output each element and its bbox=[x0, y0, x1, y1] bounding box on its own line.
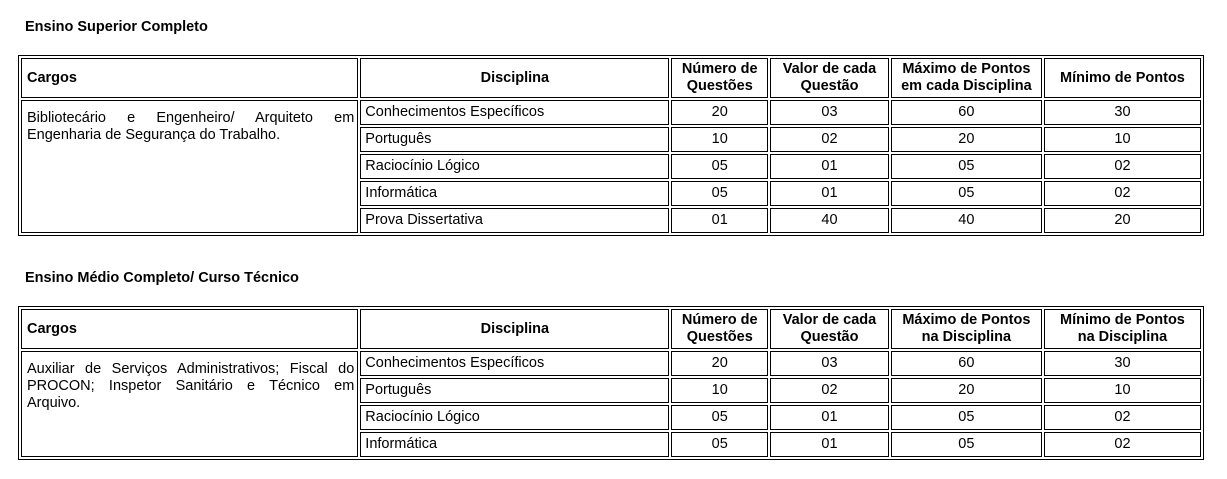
maximo-cell: 40 bbox=[891, 208, 1042, 233]
header-disciplina: Disciplina bbox=[360, 58, 669, 98]
table-row bbox=[21, 100, 1201, 125]
header-numero-line2: Questões bbox=[686, 329, 753, 345]
valor-cell: 01 bbox=[770, 432, 889, 457]
minimo-cell: 02 bbox=[1044, 154, 1201, 179]
header-cargos: Cargos bbox=[21, 58, 358, 98]
section-title-medio: Ensino Médio Completo/ Curso Técnico bbox=[25, 270, 299, 286]
minimo-cell: 30 bbox=[1044, 100, 1201, 125]
maximo-cell: 60 bbox=[891, 351, 1042, 376]
valor-cell: 03 bbox=[770, 351, 889, 376]
header-maximo-line2: na Disciplina bbox=[921, 329, 1012, 345]
header-maximo-line1: Máximo de Pontos bbox=[902, 312, 1031, 328]
cargo-cell: Auxiliar de Serviços Administrativos; Fiscal do PROCON; Inspetor Sanitário e Técnico em Arquivo. bbox=[21, 351, 358, 457]
disciplina-cell: Prova Dissertativa bbox=[360, 208, 669, 233]
maximo-cell: 05 bbox=[891, 405, 1042, 430]
header-valor bbox=[770, 309, 889, 349]
header-minimo-line1: Mínimo de Pontos bbox=[1060, 69, 1185, 86]
minimo-cell: 30 bbox=[1044, 351, 1201, 376]
header-maximo-line2: em cada Disciplina bbox=[901, 78, 1032, 94]
numero-cell: 05 bbox=[671, 181, 768, 206]
numero-cell: 01 bbox=[671, 208, 768, 233]
maximo-cell: 05 bbox=[891, 154, 1042, 179]
numero-cell: 10 bbox=[671, 127, 768, 152]
maximo-cell: 60 bbox=[891, 100, 1042, 125]
disciplina-cell: Conhecimentos Específicos bbox=[360, 100, 669, 125]
header-minimo-line2: na Disciplina bbox=[1077, 329, 1168, 345]
header-valor-line2: Questão bbox=[800, 78, 859, 94]
minimo-cell: 02 bbox=[1044, 405, 1201, 430]
header-numero bbox=[671, 309, 768, 349]
disciplina-cell: Português bbox=[360, 378, 669, 403]
disciplina-cell: Informática bbox=[360, 181, 669, 206]
header-numero-line2: Questões bbox=[686, 78, 753, 94]
minimo-cell: 10 bbox=[1044, 378, 1201, 403]
header-maximo bbox=[891, 58, 1042, 98]
table-medio bbox=[18, 306, 1204, 460]
disciplina-cell: Conhecimentos Específicos bbox=[360, 351, 669, 376]
header-maximo bbox=[891, 309, 1042, 349]
numero-cell: 20 bbox=[671, 351, 768, 376]
header-valor bbox=[770, 58, 889, 98]
disciplina-cell: Raciocínio Lógico bbox=[360, 405, 669, 430]
header-cargos: Cargos bbox=[21, 309, 358, 349]
valor-cell: 02 bbox=[770, 378, 889, 403]
minimo-cell: 20 bbox=[1044, 208, 1201, 233]
header-row bbox=[21, 309, 1201, 349]
header-valor-line1: Valor de cada bbox=[782, 312, 877, 328]
header-valor-line2: Questão bbox=[800, 329, 859, 345]
header-minimo bbox=[1044, 309, 1201, 349]
header-minimo-line1: Mínimo de Pontos bbox=[1060, 312, 1185, 328]
numero-cell: 05 bbox=[671, 432, 768, 457]
maximo-cell: 05 bbox=[891, 432, 1042, 457]
header-numero-line1: Número de bbox=[681, 312, 758, 328]
table-row bbox=[21, 351, 1201, 376]
minimo-cell: 02 bbox=[1044, 181, 1201, 206]
numero-cell: 05 bbox=[671, 405, 768, 430]
header-maximo-line1: Máximo de Pontos bbox=[902, 61, 1031, 77]
header-disciplina: Disciplina bbox=[360, 309, 669, 349]
valor-cell: 01 bbox=[770, 181, 889, 206]
minimo-cell: 02 bbox=[1044, 432, 1201, 457]
header-valor-line1: Valor de cada bbox=[782, 61, 877, 77]
valor-cell: 01 bbox=[770, 154, 889, 179]
numero-cell: 05 bbox=[671, 154, 768, 179]
header-numero bbox=[671, 58, 768, 98]
maximo-cell: 20 bbox=[891, 378, 1042, 403]
section-title-superior: Ensino Superior Completo bbox=[25, 19, 208, 35]
maximo-cell: 20 bbox=[891, 127, 1042, 152]
cargo-cell: Bibliotecário e Engenheiro/ Arquiteto em Engenharia de Segurança do Trabalho. bbox=[21, 100, 358, 233]
maximo-cell: 05 bbox=[891, 181, 1042, 206]
numero-cell: 10 bbox=[671, 378, 768, 403]
disciplina-cell: Informática bbox=[360, 432, 669, 457]
header-row bbox=[21, 58, 1201, 98]
disciplina-cell: Português bbox=[360, 127, 669, 152]
header-numero-line1: Número de bbox=[681, 61, 758, 77]
header-minimo bbox=[1044, 58, 1201, 98]
valor-cell: 40 bbox=[770, 208, 889, 233]
table-superior bbox=[18, 55, 1204, 236]
disciplina-cell: Raciocínio Lógico bbox=[360, 154, 669, 179]
valor-cell: 03 bbox=[770, 100, 889, 125]
valor-cell: 02 bbox=[770, 127, 889, 152]
valor-cell: 01 bbox=[770, 405, 889, 430]
minimo-cell: 10 bbox=[1044, 127, 1201, 152]
numero-cell: 20 bbox=[671, 100, 768, 125]
